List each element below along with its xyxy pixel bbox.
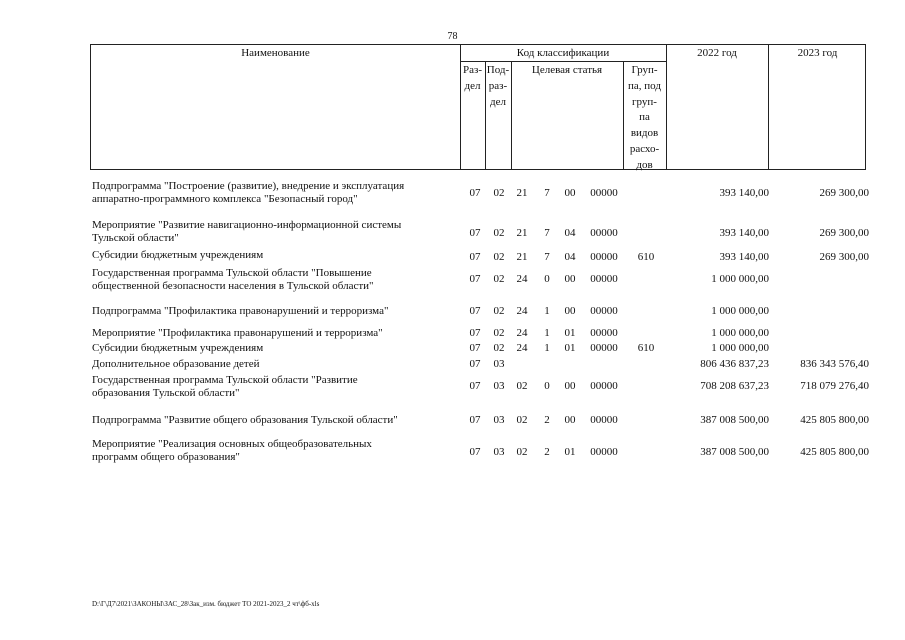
row-cell-pr: 02: [493, 227, 505, 239]
row-cell-v1: 393 140,00: [719, 251, 769, 263]
row-cell-r: 07: [469, 273, 481, 285]
row-cell-v2: 836 343 576,40: [800, 358, 869, 370]
row-cell-t3: 01: [564, 342, 576, 354]
row-cell-t2: 1: [544, 327, 550, 339]
row-cell-v1: 393 140,00: [719, 227, 769, 239]
row-cell-t1: 24: [516, 273, 528, 285]
row-name: Субсидии бюджетным учреждениям: [92, 249, 264, 261]
row-name: Подпрограмма "Развитие общего образования Тульской области": [92, 414, 398, 426]
row-cell-t1: 02: [516, 380, 528, 392]
row-cell-v1: 1 000 000,00: [711, 273, 769, 285]
row-cell-pr: 02: [493, 251, 505, 263]
row-cell-t2: 7: [544, 187, 550, 199]
row-cell-t2: 7: [544, 227, 550, 239]
row-cell-t2: 1: [544, 342, 550, 354]
row-cell-t3: 01: [564, 446, 576, 458]
row-cell-v2: 269 300,00: [819, 187, 869, 199]
row-cell-r: 07: [469, 342, 481, 354]
header-classification: Код классификации: [516, 47, 610, 59]
row-cell-t1: 24: [516, 327, 528, 339]
row-cell-pr: 02: [493, 342, 505, 354]
header-name: Наименование: [241, 47, 310, 59]
row-cell-v1: 387 008 500,00: [700, 414, 769, 426]
row-cell-r: 07: [469, 187, 481, 199]
row-cell-r: 07: [469, 227, 481, 239]
row-cell-t2: 2: [544, 446, 550, 458]
header-year-2023: 2023 год: [797, 47, 838, 59]
row-cell-t3: 04: [564, 251, 576, 263]
row-cell-r: 07: [469, 446, 481, 458]
row-cell-pr: 03: [493, 358, 505, 370]
row-cell-t3: 00: [564, 273, 576, 285]
row-cell-pr: 03: [493, 446, 505, 458]
row-cell-t2: 7: [544, 251, 550, 263]
row-cell-t4: 00000: [590, 251, 618, 263]
row-cell-t4: 00000: [590, 305, 618, 317]
row-cell-v1: 1 000 000,00: [711, 327, 769, 339]
file-path-footer: D:\Г\Д7\2021\ЗАКОНЫ\ЗАС_28\Зак_изм. бюджет ТО 2021-2023_2 чт\фб-xls: [92, 600, 320, 608]
row-cell-v1: 1 000 000,00: [711, 305, 769, 317]
row-cell-t1: 02: [516, 414, 528, 426]
row-name: Мероприятие "Реализация основных общеобразовательных программ общего образования": [92, 438, 372, 463]
row-name: Субсидии бюджетным учреждениям: [92, 342, 264, 354]
row-cell-t4: 00000: [590, 380, 618, 392]
row-cell-t3: 04: [564, 227, 576, 239]
header-razdel: Раз- дел: [462, 64, 482, 92]
row-name: Подпрограмма "Профилактика правонарушений и терроризма": [92, 305, 389, 317]
row-cell-v2: 269 300,00: [819, 227, 869, 239]
header-year-2022: 2022 год: [697, 47, 737, 59]
row-cell-t2: 0: [544, 273, 550, 285]
row-cell-pr: 03: [493, 380, 505, 392]
row-cell-r: 07: [469, 358, 481, 370]
row-name: Подпрограмма "Построение (развитие), внедрение и эксплуатация аппаратно-программного комплекса "Безопасный город": [92, 180, 405, 205]
row-cell-v2: 269 300,00: [819, 251, 869, 263]
table-header: [90, 44, 866, 170]
row-cell-r: 07: [469, 251, 481, 263]
row-cell-t3: 00: [564, 414, 576, 426]
row-cell-t1: 24: [516, 342, 528, 354]
row-cell-pr: 02: [493, 327, 505, 339]
row-cell-pr: 02: [493, 305, 505, 317]
row-cell-r: 07: [469, 380, 481, 392]
row-cell-g: 610: [637, 342, 655, 354]
row-cell-t3: 00: [564, 305, 576, 317]
row-name: Мероприятие "Профилактика правонарушений и терроризма": [92, 327, 383, 339]
row-cell-t2: 1: [544, 305, 550, 317]
row-cell-t4: 00000: [590, 446, 618, 458]
header-expense-group: Груп- па, под груп- па видов расхо- дов: [628, 64, 661, 171]
row-cell-v1: 806 436 837,23: [700, 358, 769, 370]
row-cell-v2: 425 805 800,00: [800, 414, 869, 426]
row-cell-r: 07: [469, 305, 481, 317]
row-cell-v1: 387 008 500,00: [700, 446, 769, 458]
row-cell-t1: 21: [516, 187, 528, 199]
row-name: Государственная программа Тульской области "Повышение общественной безопасности населения в Тульской области": [92, 267, 374, 292]
row-cell-t2: 2: [544, 414, 550, 426]
row-cell-t4: 00000: [590, 342, 618, 354]
row-cell-v1: 708 208 637,23: [700, 380, 769, 392]
row-cell-t4: 00000: [590, 327, 618, 339]
row-cell-t2: 0: [544, 380, 550, 392]
row-cell-t1: 21: [516, 251, 528, 263]
row-cell-v1: 1 000 000,00: [711, 342, 769, 354]
row-cell-v1: 393 140,00: [719, 187, 769, 199]
row-name: Государственная программа Тульской области "Развитие образования Тульской области": [92, 374, 358, 399]
header-target-article: Целевая статья: [531, 64, 603, 76]
row-cell-t4: 00000: [590, 414, 618, 426]
row-name: Дополнительное образование детей: [92, 358, 260, 370]
row-cell-t3: 00: [564, 187, 576, 199]
row-cell-pr: 03: [493, 414, 505, 426]
row-cell-v2: 425 805 800,00: [800, 446, 869, 458]
page-number: 78: [447, 31, 458, 42]
row-cell-r: 07: [469, 327, 481, 339]
row-cell-g: 610: [637, 251, 655, 263]
row-name: Мероприятие "Развитие навигационно-информационной системы Тульской области": [92, 219, 402, 244]
row-cell-pr: 02: [493, 273, 505, 285]
row-cell-t1: 02: [516, 446, 528, 458]
row-cell-t3: 00: [564, 380, 576, 392]
row-cell-r: 07: [469, 414, 481, 426]
row-cell-t1: 21: [516, 227, 528, 239]
row-cell-t4: 00000: [590, 227, 618, 239]
header-podrazdel: Под- раз- дел: [486, 64, 510, 108]
row-cell-v2: 718 079 276,40: [800, 380, 869, 392]
row-cell-t4: 00000: [590, 273, 618, 285]
row-cell-t1: 24: [516, 305, 528, 317]
row-cell-t3: 01: [564, 327, 576, 339]
row-cell-pr: 02: [493, 187, 505, 199]
row-cell-t4: 00000: [590, 187, 618, 199]
